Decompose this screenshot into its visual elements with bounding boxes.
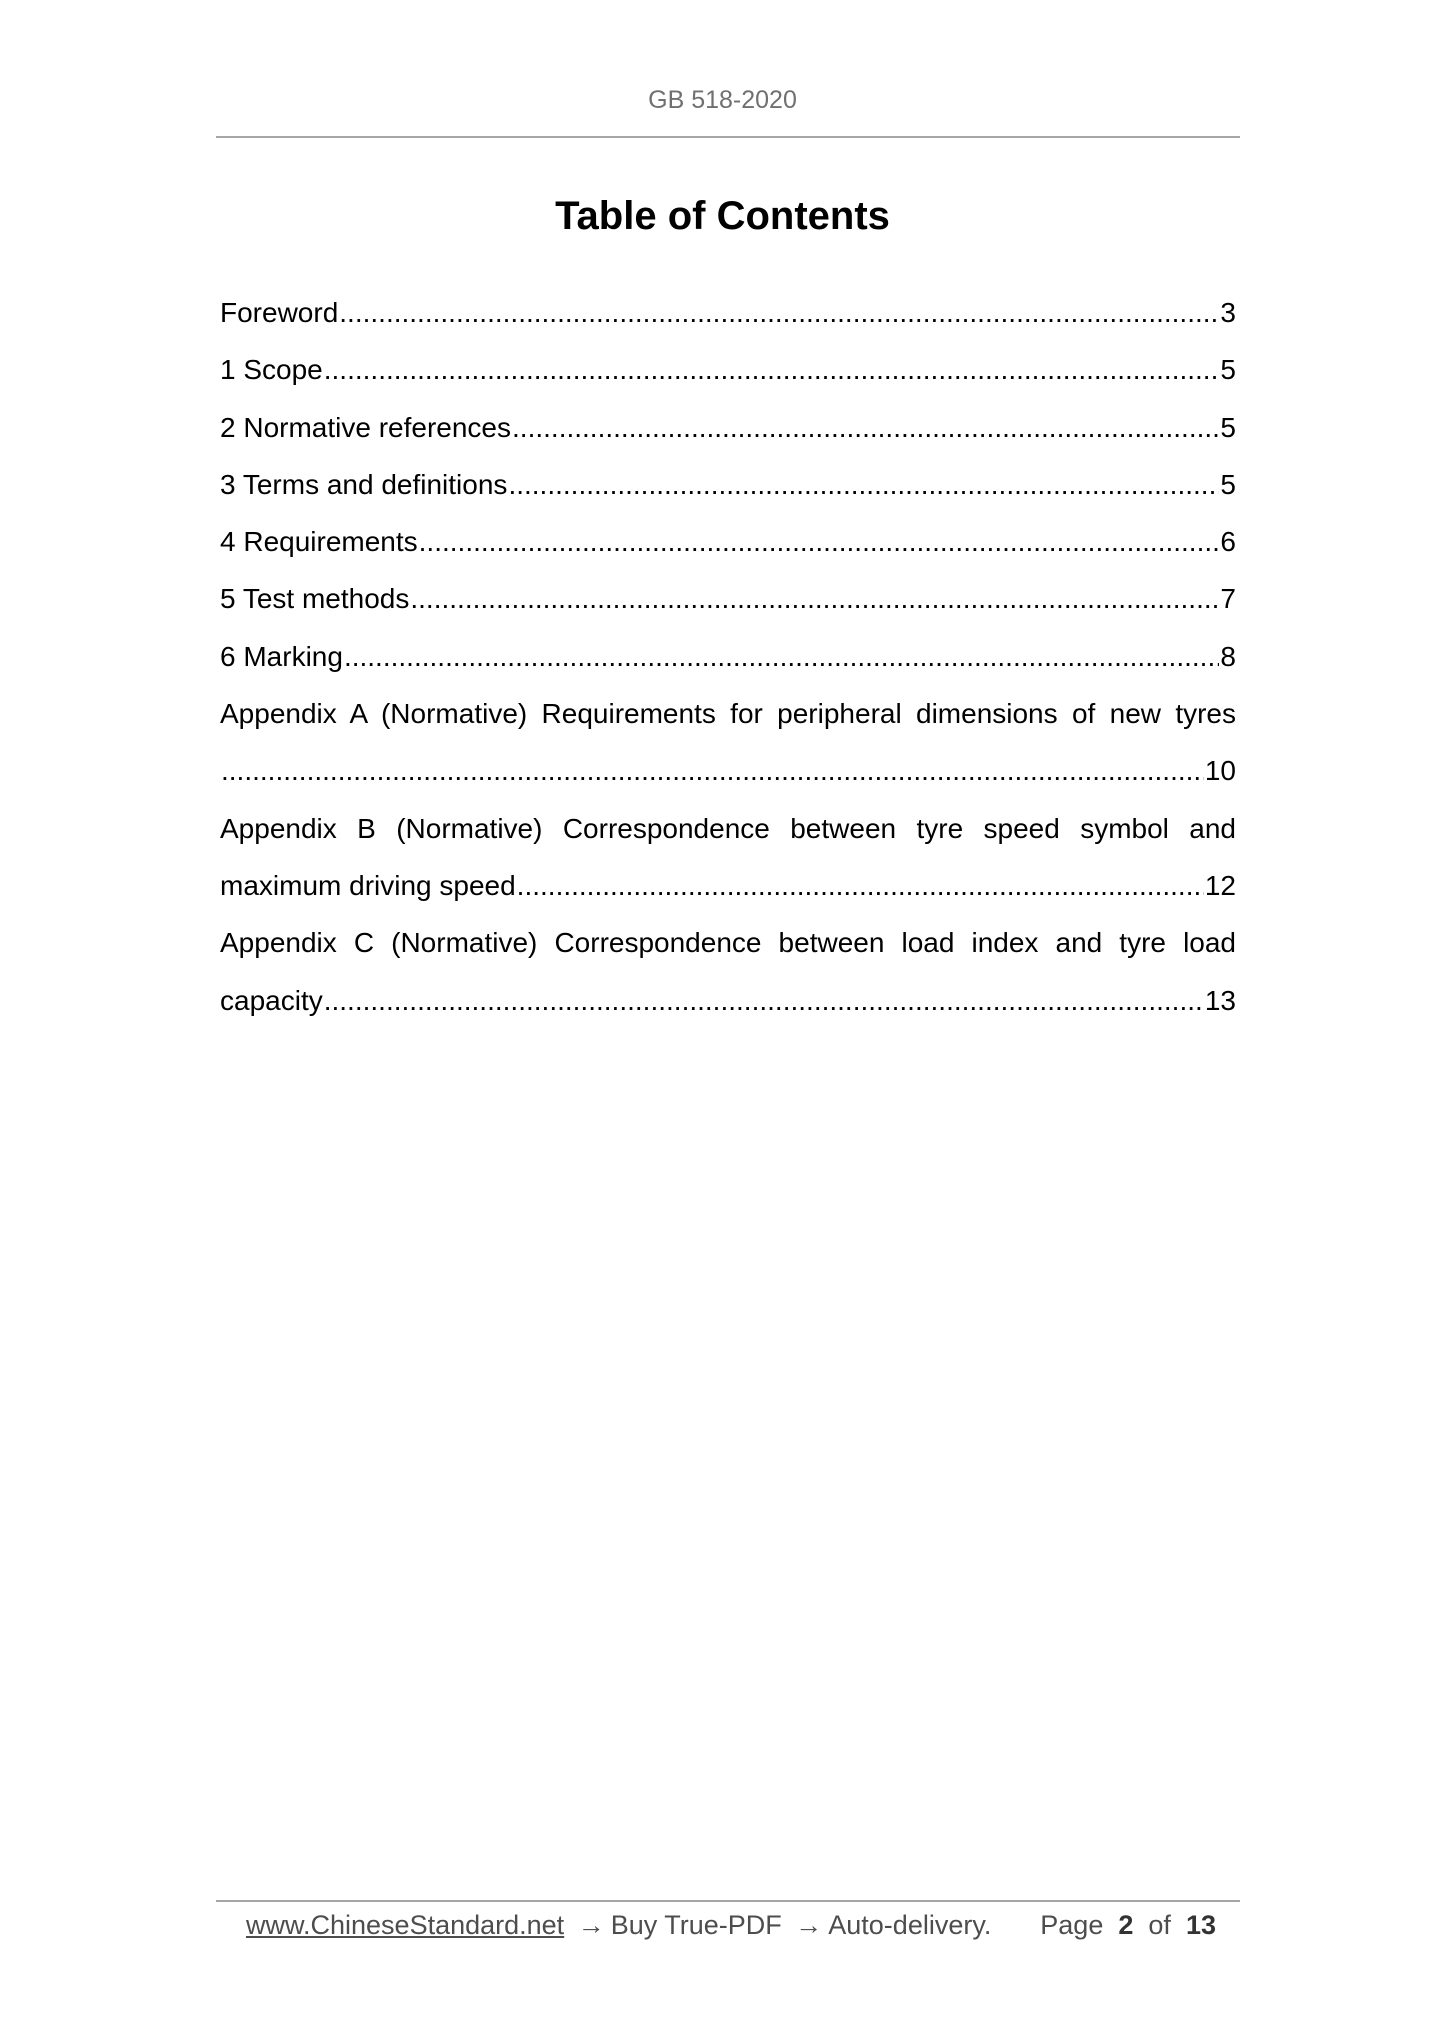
toc-entry-label: Foreword bbox=[220, 297, 339, 328]
toc-leader-dots bbox=[344, 628, 1219, 685]
toc-leader-dots bbox=[339, 284, 1219, 341]
toc-entry-scope[interactable] bbox=[220, 341, 1236, 398]
toc-entry-marking[interactable] bbox=[220, 628, 1236, 685]
toc-leader-dots bbox=[410, 570, 1219, 627]
table-of-contents bbox=[220, 284, 1236, 1029]
toc-entry-test-methods[interactable] bbox=[220, 570, 1236, 627]
toc-leader-dots bbox=[324, 972, 1204, 1029]
toc-entry-terms-and-definitions[interactable] bbox=[220, 456, 1236, 513]
toc-entry-page: 13 bbox=[1204, 984, 1236, 1016]
toc-entry-label: 1 Scope bbox=[220, 354, 323, 386]
toc-entry-appendix-c-continuation[interactable] bbox=[220, 972, 1236, 1029]
toc-entry-requirements[interactable] bbox=[220, 513, 1236, 570]
toc-entry-label: 6 Marking bbox=[220, 640, 343, 672]
current-page: 2 bbox=[1118, 1910, 1134, 1940]
toc-leader-dots bbox=[324, 341, 1220, 398]
arrow-right-icon: → bbox=[577, 1910, 605, 1940]
toc-entry-page: 3 bbox=[1220, 297, 1236, 328]
page-word: Page bbox=[1040, 1910, 1104, 1940]
toc-entry-label: 2 Normative references bbox=[220, 411, 512, 443]
page-number bbox=[1040, 1905, 1216, 1945]
page-footer bbox=[246, 1905, 1216, 1945]
toc-title: Table of Contents bbox=[555, 194, 890, 238]
arrow-right-icon: → bbox=[795, 1910, 823, 1940]
toc-entry-label: capacity bbox=[220, 984, 323, 1016]
toc-entry-page: 5 bbox=[1220, 354, 1236, 386]
toc-leader-dots bbox=[221, 742, 1204, 799]
toc-entry-page: 12 bbox=[1204, 869, 1236, 901]
toc-entry-appendix-a-continuation[interactable] bbox=[220, 742, 1236, 799]
toc-entry-appendix-b[interactable]: Appendix B (Normative) Correspondence between tyre speed symbol and bbox=[220, 812, 1236, 844]
toc-entry-page: 7 bbox=[1220, 583, 1236, 615]
toc-leader-dots bbox=[419, 513, 1220, 570]
toc-entry-page: 6 bbox=[1220, 526, 1236, 558]
auto-delivery-text: Auto-delivery. bbox=[828, 1910, 992, 1940]
footer-rule bbox=[216, 1900, 1240, 1902]
toc-leader-dots bbox=[512, 399, 1219, 456]
toc-leader-dots bbox=[508, 456, 1219, 513]
toc-leader-dots bbox=[517, 857, 1204, 914]
toc-entry-label: 4 Requirements bbox=[220, 526, 418, 558]
of-word: of bbox=[1148, 1910, 1171, 1940]
toc-entry-label: 5 Test methods bbox=[220, 583, 410, 615]
toc-entry-page: 8 bbox=[1220, 640, 1236, 672]
running-header: GB 518-2020 bbox=[648, 86, 797, 114]
toc-entry-foreword[interactable] bbox=[220, 284, 1236, 341]
toc-entry-normative-references[interactable] bbox=[220, 399, 1236, 456]
buy-true-pdf-text: Buy True-PDF bbox=[610, 1910, 782, 1940]
toc-entry-page: 5 bbox=[1220, 468, 1236, 500]
toc-entry-appendix-c[interactable]: Appendix C (Normative) Correspondence between load index and tyre load bbox=[220, 927, 1236, 959]
toc-entry-appendix-a[interactable]: Appendix A (Normative) Requirements for peripheral dimensions of new tyres bbox=[220, 698, 1236, 730]
header-rule bbox=[216, 136, 1240, 138]
toc-entry-appendix-b-continuation[interactable] bbox=[220, 857, 1236, 914]
site-link[interactable]: www.ChineseStandard.net bbox=[246, 1910, 565, 1940]
toc-entry-page: 5 bbox=[1220, 411, 1236, 443]
total-pages: 13 bbox=[1185, 1910, 1216, 1940]
toc-entry-label: maximum driving speed bbox=[220, 869, 516, 901]
toc-entry-page: 10 bbox=[1204, 755, 1236, 787]
toc-entry-label: 3 Terms and definitions bbox=[220, 468, 508, 500]
